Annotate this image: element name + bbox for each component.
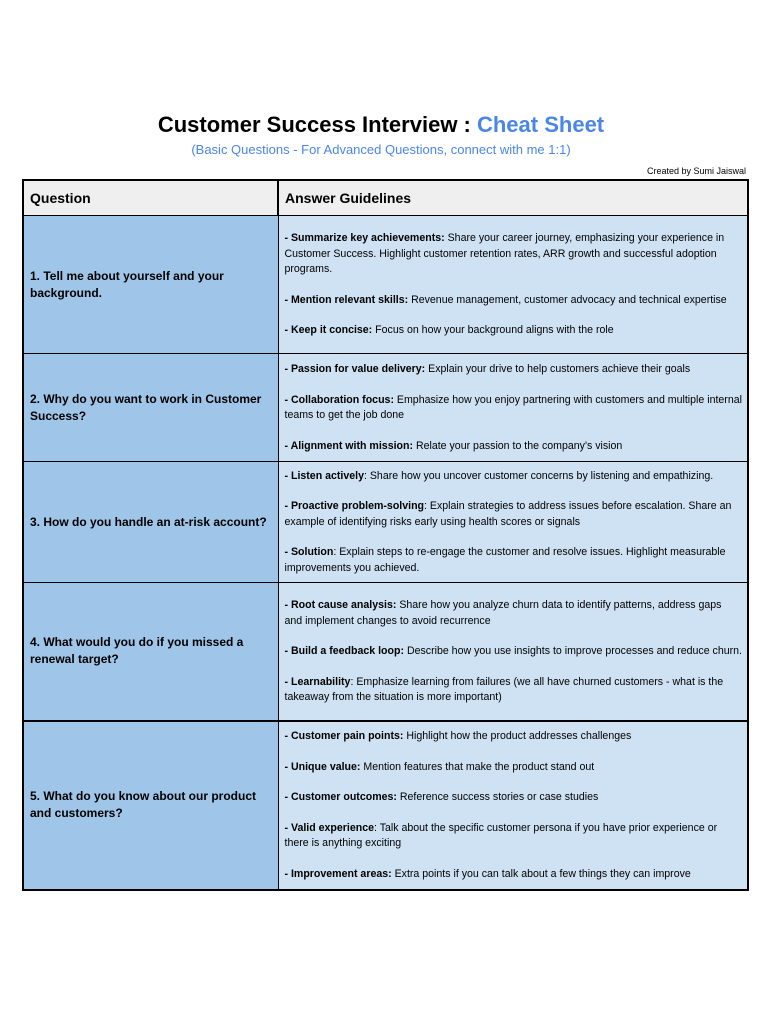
answer-item: - Improvement areas: Extra points if you can talk about a few things they can improve	[284, 867, 691, 880]
page-subtitle: (Basic Questions - For Advanced Questions, connect with me 1:1)	[191, 142, 571, 157]
answer-item: - Solution: Explain steps to re-engage the customer and resolve issues. Highlight measurable improvements you achieved.	[284, 546, 726, 574]
answer-item: - Mention relevant skills: Revenue management, customer advocacy and technical expertise	[284, 293, 727, 306]
title-accent: Cheat Sheet	[476, 112, 605, 137]
answer-item: - Valid experience: Talk about the specific customer persona if you have prior experience or there is anything exciting	[284, 821, 718, 849]
answer-cell	[278, 721, 748, 890]
author-credit: Created by Sumi Jaiswal	[646, 166, 746, 176]
question-cell: 5. What do you know about our product and customers?	[23, 721, 278, 890]
answer-item: - Summarize key achievements: Share your career journey, emphasizing your experience in Customer Success. Highlight customer retention rates, ARR growth and successful adoption programs.	[284, 232, 725, 276]
answer-item: - Build a feedback loop: Describe how you use insights to improve processes and reduce churn.	[284, 645, 742, 657]
question-cell: 4. What would you do if you missed a renewal target?	[23, 583, 278, 721]
page-title	[0, 111, 762, 139]
answer-item: - Learnability: Emphasize learning from failures (we all have churned customers - what is the takeaway from the situation is more important)	[284, 675, 724, 703]
cheat-sheet-table	[22, 179, 749, 891]
answer-item: - Root cause analysis: Share how you analyze churn data to identify patterns, address gaps and implement changes to avoid recurrence	[284, 599, 722, 627]
answer-item: - Collaboration focus: Emphasize how you enjoy partnering with customers and multiple internal teams to get the job done	[284, 393, 742, 421]
answer-cell	[278, 462, 748, 583]
answer-item: - Listen actively: Share how you uncover customer concerns by listening and empathizing.	[284, 469, 714, 482]
answer-item: - Unique value: Mention features that make the product stand out	[284, 760, 595, 773]
question-column-header: Question	[23, 180, 278, 216]
table-header-row	[23, 180, 748, 216]
answer-cell	[278, 216, 748, 354]
answer-item: - Passion for value delivery: Explain your drive to help customers achieve their goals	[284, 363, 691, 375]
answer-cell	[278, 583, 748, 721]
table-row	[23, 462, 748, 583]
answer-item: - Proactive problem-solving: Explain strategies to address issues before escalation. Share an example of identifying risks early using health scores or signals	[284, 500, 732, 528]
question-cell: 2. Why do you want to work in Customer Success?	[23, 354, 278, 462]
table-row	[23, 354, 748, 462]
title-main: Customer Success Interview :	[157, 112, 477, 137]
question-cell: 1. Tell me about yourself and your background.	[23, 216, 278, 354]
answer-item: - Customer outcomes: Reference success stories or case studies	[284, 791, 599, 803]
table-row	[23, 583, 748, 721]
answer-item: - Customer pain points: Highlight how the product addresses challenges	[284, 730, 632, 742]
table-row	[23, 216, 748, 354]
answer-cell	[278, 354, 748, 462]
answer-column-header: Answer Guidelines	[278, 180, 748, 216]
question-cell: 3. How do you handle an at-risk account?	[23, 462, 278, 583]
table-row	[23, 721, 748, 890]
answer-item: - Keep it concise: Focus on how your background aligns with the role	[284, 324, 614, 337]
answer-item: - Alignment with mission: Relate your passion to the company's vision	[284, 439, 623, 452]
